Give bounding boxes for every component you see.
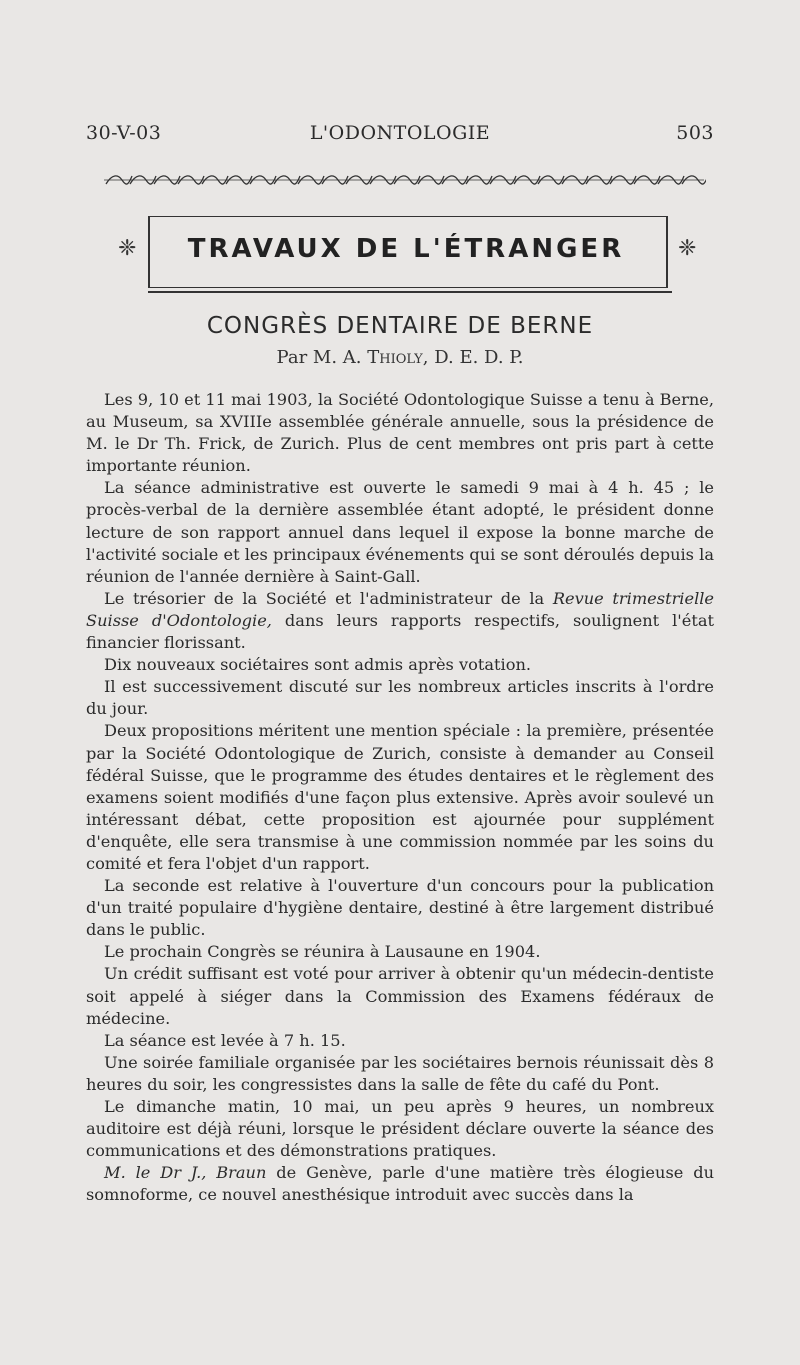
paragraph: Les 9, 10 et 11 mai 1903, la Société Odontologique Suisse a tenu à Berne, au Museum, sa XVIIIe assemblée générale annuelle, sous la présidence de M. le Dr Th. Frick, de Zurich. Plus de cent membres ont pris part à cette importante réunion. xyxy=(86,390,714,476)
byline-suffix: , D. E. D. P. xyxy=(422,347,524,368)
running-head xyxy=(86,122,714,150)
section-banner xyxy=(88,212,716,296)
paragraph: La seconde est relative à l'ouverture d'un concours pour la publication d'un traité populaire d'hygiène dentaire, destiné à être largement distribué dans le public. xyxy=(86,876,714,940)
paragraph-text: Le trésorier de la Société et l'administrateur de la xyxy=(104,588,553,608)
page-number: 503 xyxy=(676,122,714,144)
paragraph: Un crédit suffisant est voté pour arriver à obtenir qu'un médecin-dentiste soit appelé à siéger dans la Commission des Examens fédéraux de médecine. xyxy=(86,964,714,1028)
paragraph: La séance est levée à 7 h. 15. xyxy=(104,1030,346,1050)
article-body xyxy=(86,389,714,1206)
ornament-rule xyxy=(102,170,706,190)
page-date: 30-V-03 xyxy=(86,122,162,144)
paragraph-text: de Genève, parle d'une matière très élogieuse du somnoforme, ce nouvel anesthésique introduit avec succès dans la xyxy=(86,1163,714,1205)
journal-title: L'ODONTOLOGIE xyxy=(309,122,491,144)
fleuron-right-icon: ❈ xyxy=(678,236,697,261)
article-byline xyxy=(0,347,800,368)
speaker-name: M. le Dr J., Braun xyxy=(104,1163,267,1183)
fleuron-left-icon: ❈ xyxy=(118,236,137,261)
paragraph: La séance administrative est ouverte le samedi 9 mai à 4 h. 45 ; le procès-verbal de la dernière assemblée étant adopté, le président donne lecture de son rapport annuel dans lequel il expose la bonne marche de l'activité sociale et les principaux événements qui se sont déroulés depuis la réunion de l'année dernière à Saint-Gall. xyxy=(86,478,714,586)
paragraph: Dix nouveaux sociétaires sont admis après votation. xyxy=(104,655,532,675)
byline-author: Thioly xyxy=(367,347,423,368)
paragraph: Il est successivement discuté sur les nombreux articles inscrits à l'ordre du jour. xyxy=(86,677,714,719)
section-title: TRAVAUX DE L'ÉTRANGER xyxy=(187,234,625,264)
paragraph: Le dimanche matin, 10 mai, un peu après 9 heures, un nombreux auditoire est déjà réuni, lorsque le président déclare ouverte la séance des communications et des démonstrations pratiques. xyxy=(86,1097,714,1161)
paragraph: Une soirée familiale organisée par les sociétaires bernois réunissait dès 8 heures du soir, les congressistes dans la salle de fête du café du Pont. xyxy=(86,1052,714,1094)
paragraph xyxy=(86,588,714,654)
paragraph: Le prochain Congrès se réunira à Lausaune en 1904. xyxy=(104,942,541,962)
byline-prefix: Par M. A. xyxy=(276,347,362,368)
paragraph-text: dans leurs rapports respectifs, soulignent l'état financier florissant. xyxy=(86,610,714,653)
journal-reference: Revue trimestrielle Suisse d'Odontologie, xyxy=(86,588,714,630)
article-title: CONGRÈS DENTAIRE DE BERNE xyxy=(206,313,594,339)
paragraph xyxy=(86,1162,714,1206)
paragraph: Deux propositions méritent une mention spéciale : la première, présentée par la Société Odontologique de Zurich, consiste à demander au Conseil fédéral Suisse, que le programme des études dentaires et le règlement des examens soient modifiés d'une façon plus extensive. Après avoir soulevé un intéressant débat, cette proposition est ajournée pour supplément d'enquête, elle sera transmise à une commission nommée par les soins du comité et fera l'objet d'un rapport. xyxy=(86,721,714,873)
